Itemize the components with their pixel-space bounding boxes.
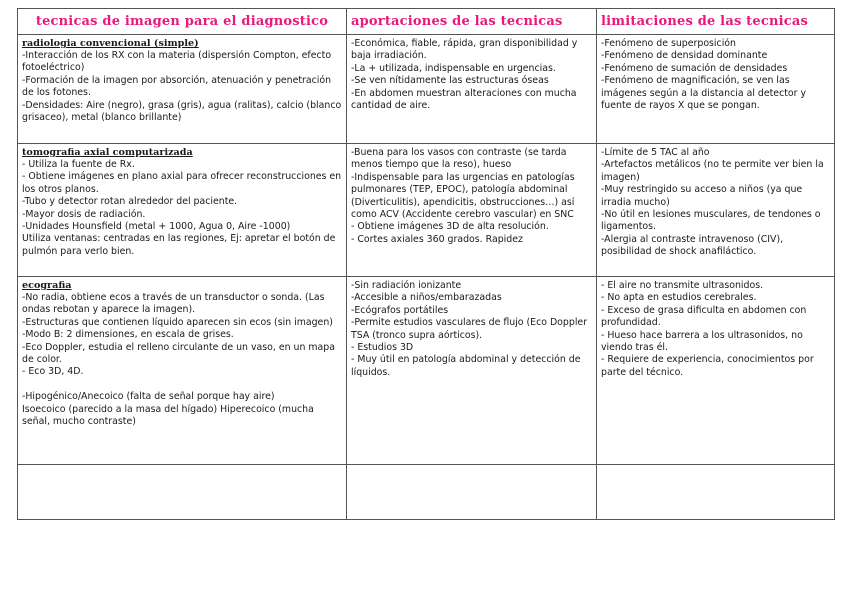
text-line: -Modo B: 2 dimensiones, en escala de grises. <box>22 329 234 341</box>
diagnostic-techniques-table <box>17 8 835 520</box>
header-aportaciones: aportaciones de las tecnicas <box>347 9 597 35</box>
text-line: -Eco Doppler, estudia el relleno circulante de un vaso, en un mapa de color. <box>22 341 335 366</box>
text-line: -Densidades: Aire (negro), grasa (gris), agua (ralitas), calcio (blanco grisaceo), metal (blanco brillante) <box>22 99 342 124</box>
cell-empty <box>18 465 347 520</box>
text-line: -Fenómeno de superposición <box>601 38 736 49</box>
row-radiologia <box>18 35 835 144</box>
text-line: - Obtiene imágenes en plano axial para ofrecer reconstrucciones en los otros planos. <box>22 171 342 195</box>
text-line: - Hueso hace barrera a los ultrasonidos, no viendo tras él. <box>601 329 803 354</box>
cell-empty <box>347 465 597 520</box>
row-empty <box>18 465 835 520</box>
header-row <box>18 9 835 35</box>
text-line: -Fenómeno de magnificación, se ven las imágenes según a la distancia al detector y fuente de rayos X que se pongan. <box>601 75 807 112</box>
cell-aportaciones <box>347 144 597 277</box>
text-line: -Interacción de los RX con la materia (dispersión Compton, efecto fotoeléctrico) <box>22 50 332 74</box>
text-line: -Límite de 5 TAC al año <box>601 147 710 158</box>
text-line: -Alergia al contraste intravenoso (CIV), posibilidad de shock anafiláctico. <box>601 233 784 258</box>
text-line: -Accesible a niños/embarazadas <box>351 292 502 304</box>
row-ecografia <box>18 277 835 465</box>
text-line: -Fenómeno de densidad dominante <box>601 50 768 62</box>
text-line: -Formación de la imagen por absorción, atenuación y penetración de los fotones. <box>22 74 332 99</box>
text-line: -Estructuras que contienen líquido aparecen sin ecos (sin imagen) <box>22 316 333 328</box>
text-line: - No apta en estudios cerebrales. <box>601 292 757 304</box>
text-line: -Unidades Hounsfield (metal + 1000, Agua 0, Aire -1000) <box>22 221 291 233</box>
text-line: -Buena para los vasos con contraste (se tarda menos tiempo que la reso), hueso <box>351 147 567 171</box>
cell-aportaciones <box>347 35 597 144</box>
text-line: -Muy restringido su acceso a niños (ya que irradia mucho) <box>601 184 803 208</box>
text-line: -En abdomen muestran alteraciones con mucha cantidad de aire. <box>351 87 577 112</box>
text-line: -Sin radiación ionizante <box>351 280 462 291</box>
text-line: - Exceso de grasa dificulta en abdomen con profundidad. <box>601 304 807 329</box>
header-tecnicas: tecnicas de imagen para el diagnostico <box>18 9 347 35</box>
cell-tecnica <box>18 144 347 277</box>
text-line: - Requiere de experiencia, conocimientos por parte del técnico. <box>601 354 814 378</box>
text-line: - Eco 3D, 4D. <box>22 366 84 378</box>
text-line: -No útil en lesiones musculares, de tendones o ligamentos. <box>601 209 821 233</box>
text-line: -Se ven nítidamente las estructuras óseas <box>351 75 549 87</box>
text-line: -Tubo y detector rotan alrededor del paciente. <box>22 196 238 208</box>
cell-limitaciones <box>597 35 835 144</box>
section-title: tomografia axial computarizada <box>22 147 193 158</box>
text-line: -Ecógrafos portátiles <box>351 304 449 316</box>
cell-aportaciones <box>347 277 597 465</box>
text-line: -Indispensable para las urgencias en patologías pulmonares (TEP, EPOC), patología abdominal (Diverticulitis), apendicitis, obstrucciones…) así como ACV (Accidente cerebro vascular) en SNC <box>351 171 575 221</box>
cell-limitaciones <box>597 277 835 465</box>
text-line: -Mayor dosis de radiación. <box>22 208 146 220</box>
text-line <box>22 379 342 391</box>
text-line: Isoecoico (parecido a la masa del hígado) Hiperecoico (mucha señal, mucho contraste) <box>22 403 314 428</box>
text-line: -Artefactos metálicos (no te permite ver bien la imagen) <box>601 159 824 183</box>
text-line: - Cortes axiales 360 grados. Rapidez <box>351 233 523 245</box>
cell-empty <box>597 465 835 520</box>
cell-limitaciones <box>597 144 835 277</box>
cell-tecnica <box>18 277 347 465</box>
header-limitaciones: limitaciones de las tecnicas <box>597 9 835 35</box>
text-line: -Hipogénico/Anecoico (falta de señal porque hay aire) <box>22 391 275 403</box>
section-title: ecografia <box>22 280 72 291</box>
text-line: -Fenómeno de sumación de densidades <box>601 62 788 74</box>
text-line: Utiliza ventanas: centradas en las regiones, Ej: apretar el botón de pulmón para verlo bien. <box>22 233 336 257</box>
text-line: - Utiliza la fuente de Rx. <box>22 159 135 170</box>
text-line: - Estudios 3D <box>351 342 414 354</box>
row-tac <box>18 144 835 277</box>
text-line: -Económica, fiable, rápida, gran disponibilidad y baja irradiación. <box>351 38 578 62</box>
text-line: -No radia, obtiene ecos a través de un transductor o sonda. (Las ondas rebotan y aparece la imagen). <box>22 292 325 316</box>
text-line: -La + utilizada, indispensable en urgencias. <box>351 62 556 74</box>
section-title: radiologia convencional (simple) <box>22 38 199 49</box>
text-line: - Muy útil en patología abdominal y detección de líquidos. <box>351 354 581 378</box>
cell-tecnica <box>18 35 347 144</box>
text-line: - El aire no transmite ultrasonidos. <box>601 280 764 291</box>
text-line: -Permite estudios vasculares de flujo (Eco Doppler TSA (tronco supra aórticos). <box>351 317 588 341</box>
text-line: - Obtiene imágenes 3D de alta resolución. <box>351 221 549 233</box>
